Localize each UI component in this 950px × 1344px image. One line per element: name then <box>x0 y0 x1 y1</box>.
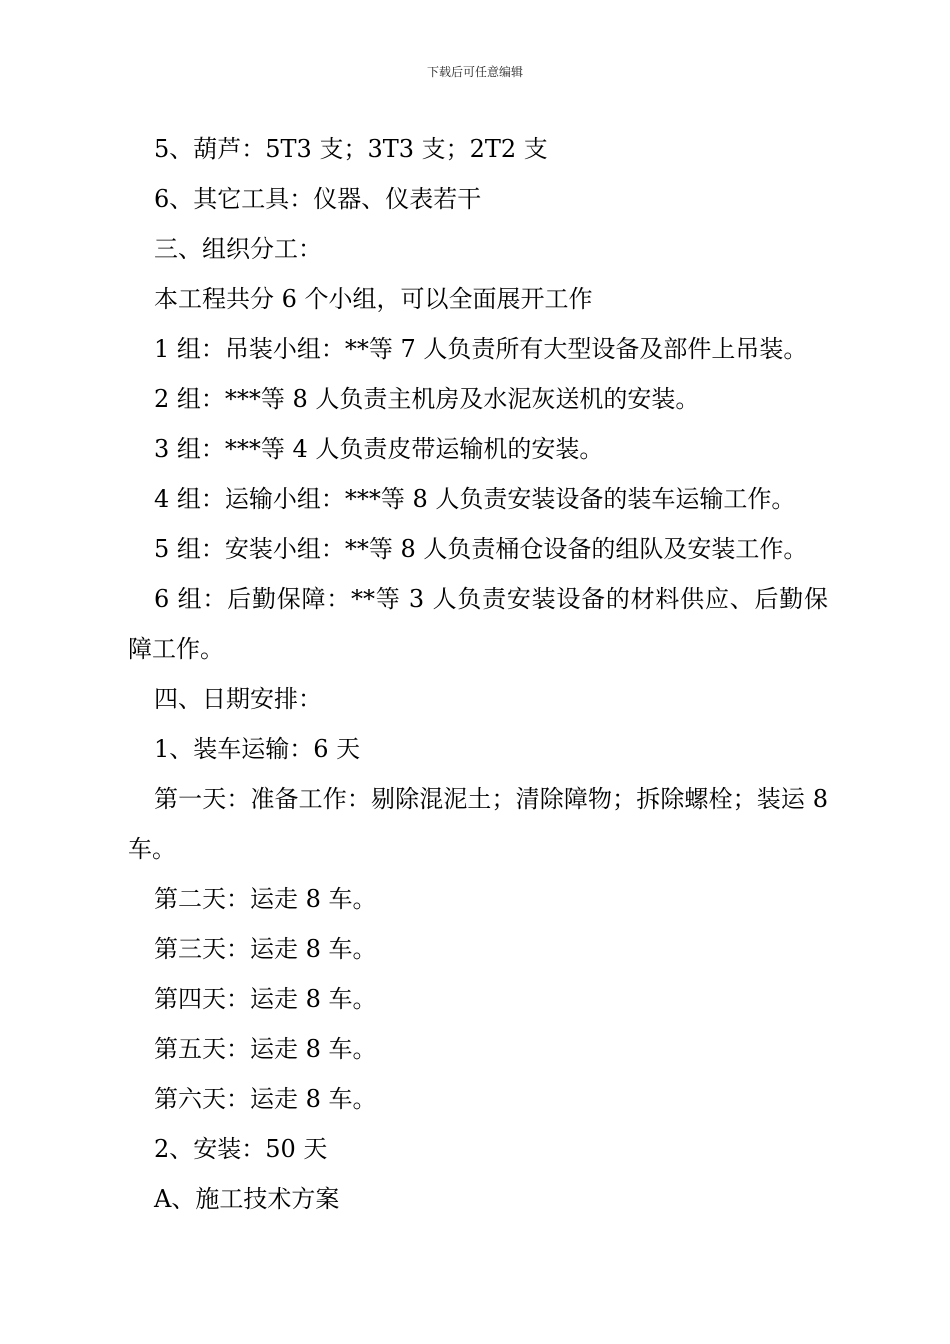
paragraph-day-4: 第四天：运走 8 车。 <box>154 985 377 1013</box>
paragraph-technical-plan: A、施工技术方案 <box>154 1185 340 1213</box>
paragraph-day-6: 第六天：运走 8 车。 <box>154 1085 377 1113</box>
paragraph-groups-intro: 本工程共分 6 个小组，可以全面展开工作 <box>154 285 593 313</box>
paragraph-hoist: 5、葫芦：5T3 支；3T3 支；2T2 支 <box>154 135 548 163</box>
paragraph-group-6: 6 组：后勤保障：**等 3 人负责安装设备的材料供应、后勤保障工作。 <box>128 585 828 663</box>
paragraph-group-3: 3 组：***等 4 人负责皮带运输机的安装。 <box>154 435 604 463</box>
paragraph-installation: 2、安装：50 天 <box>154 1135 328 1163</box>
section-heading-schedule: 四、日期安排： <box>154 685 322 713</box>
document-body <box>128 124 828 1224</box>
paragraph-day-5: 第五天：运走 8 车。 <box>154 1035 377 1063</box>
paragraph-other-tools: 6、其它工具：仪器、仪表若干 <box>154 185 482 213</box>
paragraph-loading-transport: 1、装车运输：6 天 <box>154 735 361 763</box>
paragraph-group-5: 5 组：安装小组：**等 8 人负责桶仓设备的组队及安装工作。 <box>154 535 808 563</box>
page-header-note: 下载后可任意编辑 <box>426 65 523 79</box>
paragraph-group-2: 2 组：***等 8 人负责主机房及水泥灰送机的安装。 <box>154 385 700 413</box>
paragraph-day-1: 第一天：准备工作：剔除混泥土；清除障物；拆除螺栓；装运 8 车。 <box>128 785 828 863</box>
paragraph-day-3: 第三天：运走 8 车。 <box>154 935 377 963</box>
paragraph-day-2: 第二天：运走 8 车。 <box>154 885 377 913</box>
paragraph-group-1: 1 组：吊装小组：**等 7 人负责所有大型设备及部件上吊装。 <box>154 335 808 363</box>
paragraph-group-4: 4 组：运输小组：***等 8 人负责安装设备的装车运输工作。 <box>154 485 796 513</box>
section-heading-organization: 三、组织分工： <box>154 235 322 263</box>
